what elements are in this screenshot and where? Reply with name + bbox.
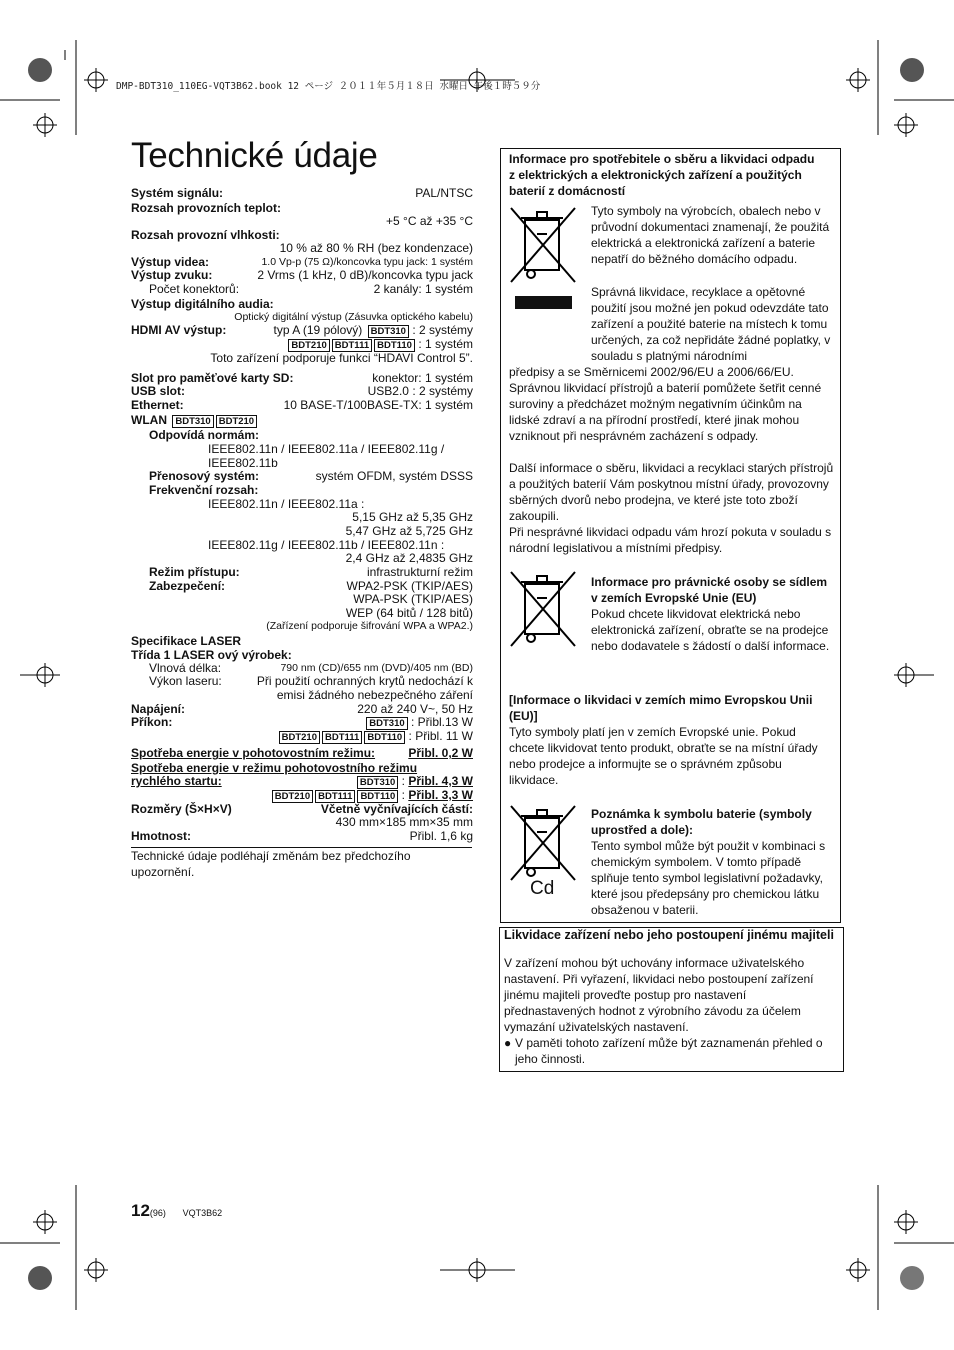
model-badge: BDT210 (216, 415, 257, 428)
bullet-text: V paměti tohoto zařízení může být zaznamenán přehled o jeho činnosti. (515, 1036, 823, 1067)
bullet-icon: ● (504, 1036, 512, 1050)
spec-label: WLAN (131, 412, 167, 427)
spec-label: HDMI AV výstup: (131, 323, 227, 338)
panel-title: Likvidace zařízení nebo jeho postoupení jinému majiteli (504, 928, 834, 942)
model-badge: BDT310 (357, 776, 398, 789)
spec-value: IEEE802.11g / IEEE802.11b / IEEE802.11n : (208, 538, 445, 553)
spec-value: IEEE802.11n / IEEE802.11a / IEEE802.11g / IEEE802.11b (208, 441, 445, 470)
page-title: Technické údaje (131, 136, 378, 175)
spec-label: Frekvenční rozsah: (149, 483, 259, 498)
spec-value: WPA2-PSK (TKIP/AES) (346, 578, 473, 593)
panel-text: Při nesprávné likvidaci odpadu vám hrozí pokuta v souladu s národní legislativou a místními předpisy. (509, 525, 832, 556)
model-badge: BDT111 (322, 731, 362, 744)
spec-label: Příkon: (131, 715, 173, 730)
panel-subtitle: Informace pro právnické osoby se sídlem v zemích Evropské Unie (EU) (591, 575, 828, 606)
spec-value: typ A (19 pólový) (273, 323, 363, 338)
spec-value: Přibl. 4,3 W (408, 773, 473, 788)
spec-value: 1.0 Vp-p (75 Ω)/koncovka typu jack: 1 systém (261, 255, 473, 268)
panel-title: Informace pro spotřebitele o sběru a likvidaci odpadu z elektrických a elektronických zařízení a použitých baterií z domácností (509, 152, 815, 199)
model-badge: BDT110 (357, 790, 398, 803)
spec-value: PAL/NTSC (415, 186, 473, 200)
spec-value: Přibl. 0,2 W (408, 746, 473, 761)
spec-note: (Zařízení podporuje šifrování WPA a WPA2.) (266, 620, 473, 633)
spec-value: : 2 systémy (412, 323, 473, 338)
panel-text: předpisy a se Směrnicemi 2002/96/EU a 2006/66/EU. (509, 365, 794, 379)
model-badge: BDT310 (368, 325, 409, 338)
spec-label: Zabezpečení: (149, 578, 226, 593)
spec-value: 430 mm×185 mm×35 mm (335, 815, 473, 830)
spec-value: Při použití ochranných krytů nedochází k (256, 674, 473, 689)
spec-value: 2 kanály: 1 systém (373, 281, 473, 296)
chemical-symbol: Cd (530, 878, 555, 899)
bullet-item (504, 1035, 839, 1067)
panel-text: Tyto symboly platí jen v zemích Evropské unie. Pokud chcete likvidovat tento produkt, obraťte se na místní úřady nebo prodejce a informujte se o správném způsobu likvidace. (509, 725, 818, 788)
panel-text: V zařízení mohou být uchovány informace uživatelského nastavení. Při vyřazení, likvidaci nebo postoupení zařízení jinému majiteli proveďte postup pro nastavení přednastavených hodnot z výrobního závodu za účelem vymazání uživatelských nastavení. (504, 956, 814, 1035)
spec-label: Výkon laseru: (149, 674, 222, 689)
spec-label: Systém signálu: (131, 186, 224, 200)
spec-value: WPA-PSK (TKIP/AES) (353, 592, 473, 607)
spec-label: Včetně vyčnívajících částí: (320, 801, 473, 816)
spec-label: Odpovídá normám: (149, 427, 260, 442)
spec-label: Specifikace LASER (131, 633, 242, 648)
spec-value: systém OFDM, systém DSSS (315, 468, 473, 483)
panel-subtitle: [Informace o likvidaci v zemích mimo Evropskou Unii (EU)] (509, 693, 813, 724)
spec-label: Třída 1 LASER ový výrobek: (131, 647, 292, 662)
spec-note: Technické údaje podléhají změnám bez předchozího upozornění. (131, 849, 411, 879)
panel-text: Správnou likvidací přístrojů a baterií pomůžete šetřit cenné suroviny a předcházet možným negativním účinkům na lidské zdraví a na přírodní prostředí, které jinak mohou vzniknout při nesprávném zacházení s odpady. (509, 381, 822, 444)
spec-label: Výstup videa: (131, 254, 210, 269)
spec-value: konektor: 1 systém (372, 370, 473, 385)
model-badge: BDT210 (272, 790, 313, 803)
spec-value: : 1 systém (418, 337, 473, 352)
spec-value: 2 Vrms (1 kHz, 0 dB)/koncovka typu jack (257, 268, 473, 283)
spec-value: USB2.0 : 2 systémy (367, 384, 473, 399)
spec-label: Výstup zvuku: (131, 268, 213, 283)
spec-label: Ethernet: (131, 397, 184, 412)
spec-note: Toto zařízení podporuje funkci “HDAVI Control 5”. (210, 351, 473, 366)
doc-code: VQT3B62 (182, 1208, 223, 1218)
model-badge: BDT310 (172, 415, 213, 428)
spec-list: Systém signálu: PAL/NTSC Rozsah provozních teplot: +5 °C až +35 °C Rozsah provozní vlhkosti: 10 % až 80 % RH (bez kondenzace) Výstup videa: 1.0 Vp-p (75 Ω)/koncovka typu jack: 1 systém Výstup zvuku: 2 Vrms (1 kHz, 0 dB)/koncovka typu jack Počet konektorů: 2 kanály: 1 systém Výstup digitálního audia: Optický digitální výstup (Zásuvka optického kabelu) HDMI AV výstup: typ A (19 pólový) BDT310 : 2 systémy BDT210 BDT111 BDT110 : 1 systém Toto zařízení podporuje funkci “HDAVI Control 5”. Slot pro paměťové karty SD: konektor: 1 systém USB slot: USB2.0 : 2 systémy Ethernet: 10 BASE-T/100BASE-TX: 1 systém WLAN BDT310 BDT210 Odpovídá normám: IEEE802.11n / IEEE802.11a / IEEE802.11g / IEEE802.11b Přenosový systém: systém OFDM, systém DSSS Frekvenční rozsah: IEEE802.11n / IEEE802.11a : 5,15 GHz až 5,35 GHz 5,47 GHz až 5,725 GHz IEEE802.11g / IEEE802.11b / IEEE802.11n : 2,4 GHz až 2,4835 GHz Režim přístupu: infrastrukturní režim Zabezpečení: WPA2-PSK (TKIP/AES) WPA-PSK (TKIP/AES) WEP (64 bitů / 128 bitů) (Zařízení podporuje šifrování WPA a WPA2.) Specifikace LASER Třída 1 LASER ový výrobek: Vlnová délka: 790 nm (CD)/655 nm (DVD)/405 nm (BD) Výkon laseru: Při použití ochranných krytů nedochází k emisi žádného nebezpečného záření Napájení: 220 až 240 V~, 50 Hz Příkon: BDT310 : Přibl.13 W BDT210 BDT111 BDT110 : Přibl. 11 W Spotřeba energie v pohotovostním režimu: Přibl. 0,2 W Spotřeba energie v režimu pohotovostního režimu rychlého startu: BDT310 : Přibl. 4,3 W BDT210 BDT111 BDT110 : Přibl. 3,3 W Rozměry (Š×H×V) Včetně vyčnívajících částí: 430 mm×185 mm×35 mm Hmotnost: Přibl. 1,6 kg (131, 186, 473, 844)
spec-value: : Přibl.13 W (410, 715, 473, 730)
spec-label: Napájení: (131, 701, 186, 716)
model-badge: BDT210 (288, 339, 329, 352)
spec-value: infrastrukturní režim (366, 564, 473, 579)
spec-value: Optický digitální výstup (Zásuvka optického kabelu) (234, 310, 473, 323)
crossed-bin-icon (509, 206, 579, 286)
spec-value: +5 °C až +35 °C (386, 213, 473, 228)
panel-text: Tento symbol může být použit v kombinaci s chemickým symbolem. V tomto případě splňuje tento symbol legislativní požadavky, které jsou předepsány pro chemickou látku obsaženou v baterii. (591, 839, 826, 918)
spec-label: Slot pro paměťové karty SD: (131, 370, 294, 385)
page-number (131, 1201, 222, 1221)
spec-value: 790 nm (CD)/655 nm (DVD)/405 nm (BD) (280, 661, 473, 674)
spec-label: Výstup digitálního audia: (131, 296, 274, 311)
spec-value: 2,4 GHz až 2,4835 GHz (345, 551, 473, 566)
spec-value: WEP (64 bitů / 128 bitů) (345, 605, 473, 620)
spec-label: Přenosový systém: (149, 468, 260, 483)
panel-subtitle: Poznámka k symbolu baterie (symboly uprostřed a dole): (591, 807, 812, 838)
spec-value: 10 % až 80 % RH (bez kondenzace) (279, 241, 473, 256)
spec-label: Rozsah provozních teplot: (131, 200, 281, 215)
spec-label: Hmotnost: (131, 829, 191, 844)
model-badge: BDT110 (374, 339, 415, 352)
model-badge: BDT310 (366, 717, 407, 730)
spec-label: Rozměry (Š×H×V) (131, 801, 232, 816)
file-header: DMP-BDT310_110EG-VQT3B62.book 12 ページ ２０１１年５月１８日 水曜日 午後１時５９分 (116, 81, 541, 92)
bin-bar (515, 296, 572, 309)
spec-value: IEEE802.11n / IEEE802.11a : (208, 497, 365, 512)
spec-label: Spotřeba energie v pohotovostním režimu: (131, 746, 376, 761)
spec-label: Počet konektorů: (149, 281, 240, 296)
spec-value: emisi žádného nebezpečného záření (276, 688, 473, 703)
spec-label: USB slot: (131, 384, 185, 399)
panel-text: Správná likvidace, recyklace a opětovné použití jsou možné jen pokud odevzdáte tato zařízení a použité baterie na místech k tomu určených, za což nepřidáte žádné poplatky, v souladu s platnými národními (591, 285, 831, 364)
panel-text: Tyto symboly na výrobcích, obalech nebo v průvodní dokumentaci znamenají, že použitá elektrická a elektronická zařízení a baterie nepatří do běžného domácího odpadu. (591, 204, 830, 267)
panel-text: Pokud chcete likvidovat elektrická nebo elektronická zařízení, obraťte se na prodejce nebo dodavatele s žádostí o další informace. (591, 607, 830, 654)
spec-value: : Přibl. 11 W (408, 729, 473, 744)
model-badge: BDT111 (315, 790, 355, 803)
spec-label: rychlého startu: (131, 773, 222, 788)
spec-value: Přibl. 3,3 W (408, 787, 473, 802)
spec-label: Spotřeba energie v režimu pohotovostního režimu (131, 760, 418, 775)
crossed-bin-icon (509, 570, 579, 650)
crossed-bin-icon (509, 804, 579, 884)
spec-value: 10 BASE-T/100BASE-TX: 1 systém (283, 397, 473, 412)
spec-label: Rozsah provozní vlhkosti: (131, 228, 280, 243)
spec-label: Vlnová délka: (149, 660, 222, 675)
spec-value: Přibl. 1,6 kg (409, 829, 473, 844)
spec-value: 5,15 GHz až 5,35 GHz (352, 510, 473, 525)
model-badge: BDT110 (364, 731, 405, 744)
page-number-value: 12 (131, 1201, 150, 1220)
spec-value: 220 až 240 V~, 50 Hz (357, 701, 473, 716)
model-badge: BDT210 (279, 731, 320, 744)
page-sub: (96) (149, 1208, 166, 1218)
spec-value: 5,47 GHz až 5,725 GHz (345, 523, 473, 538)
spec-label: Režim přístupu: (149, 564, 240, 579)
panel-text: Další informace o sběru, likvidaci a recyklaci starých přístrojů a použitých baterií Vám poskytnou místní úřady, provozovny sběrných dvorů nebo prodejna, ve které jste toto zboží zakoupili. (509, 461, 834, 524)
model-badge: BDT111 (332, 339, 372, 352)
